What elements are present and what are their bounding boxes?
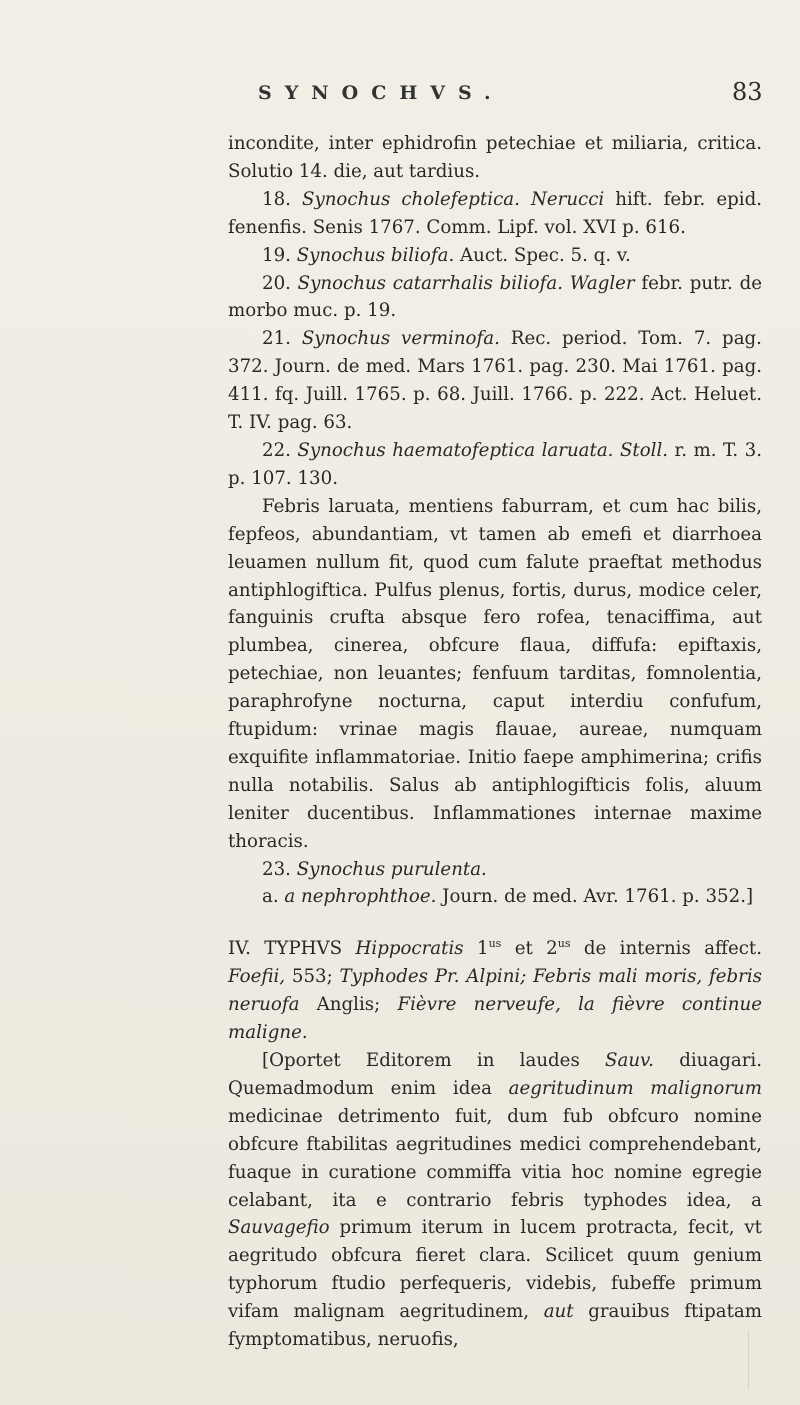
- paragraph-p20: [228, 270, 762, 326]
- paragraph-p19: [228, 242, 762, 270]
- text-segment: hift. febr. epid. fenenfis. Senis 1767. Comm. Lipf. vol. XVI p. 616.: [228, 188, 762, 238]
- text-segment: a nephrophthoe.: [284, 886, 437, 908]
- paragraph-p22b: [228, 493, 762, 856]
- paragraph-p23: [228, 856, 762, 884]
- text-segment: aut: [543, 1301, 574, 1323]
- text-segment: de internis affect.: [570, 938, 763, 960]
- text-segment: diuagari. Quemadmodum enim idea: [228, 1050, 763, 1099]
- paragraph-pOportet: [228, 1047, 762, 1354]
- text-segment: Sauvagefio: [228, 1217, 330, 1239]
- text-segment: 23.: [262, 858, 297, 880]
- page-number: 83: [732, 78, 763, 106]
- paragraph-p23a: [228, 883, 762, 911]
- paragraph-pIV: [228, 935, 762, 1047]
- text-segment: a.: [262, 886, 285, 908]
- text-segment: us: [557, 937, 571, 951]
- text-segment: Synochus verminofa.: [301, 328, 500, 350]
- paragraph-p21: [228, 325, 762, 437]
- text-segment: primum iterum in lucem protracta, fecit, vt aegritudo obfcura fieret clara. Scilicet quum genium typhorum ftudio perfequeris, videbis, fubeffe primum vifam malignam aegritudinem,: [228, 1217, 762, 1323]
- text-segment: Synochus purulenta.: [296, 858, 487, 880]
- page-edge-line: [748, 1330, 749, 1390]
- text-segment: Hippocratis: [355, 938, 464, 960]
- paragraph-p1: [228, 130, 762, 186]
- text-segment: Synochus haematofeptica laruata.: [297, 439, 614, 461]
- text-segment: et 2: [501, 938, 558, 960]
- page-header: [0, 78, 800, 118]
- text-segment: aegritudinum malignorum: [508, 1077, 762, 1099]
- text-segment: Journ. de med. Avr. 1761. p. 352.]: [436, 886, 754, 908]
- text-segment: [563, 273, 570, 294]
- text-segment: us: [488, 937, 502, 951]
- text-segment: 21.: [262, 328, 302, 350]
- text-segment: Sauv.: [605, 1050, 654, 1071]
- text-segment: Auct. Spec. 5. q. v.: [454, 244, 631, 266]
- text-segment: Febris laruata, mentiens faburram, et cum hac bilis, fepfeos, abundantiam, vt tamen ab emefi et diarrhoea leuamen nullum fit, quod cum falute praeftat methodus antiphlogiftica. Pulfus plenus, fortis, durus, modice celer, fanguinis crufta absque fero rofea, tenaciffima, aut plumbea, cinerea, obfcure flaua, diffufa: epiftaxis, petechiae, non leuantes; fenfuum tarditas, fomnolentia, paraphrofyne nocturna, caput interdiu confufum, ftupidum: vrinae magis flauae, aureae, numquam exquifite inflammatoriae. Initio faepe amphimerina; crifis nulla notabilis. Salus ab antiphlogifticis folis, aluum leniter ducentibus. Inflammationes internae maxime thoracis.: [228, 495, 762, 852]
- text-segment: Foefii,: [228, 966, 286, 988]
- text-segment: Wagler: [569, 272, 635, 294]
- paragraph-gap: [228, 911, 762, 935]
- body-text: [228, 130, 762, 1354]
- text-segment: 22.: [262, 439, 298, 461]
- text-segment: incondite, inter ephidrofin petechiae et miliaria, critica. Solutio 14. die, aut tardius.: [228, 133, 762, 182]
- text-segment: 553;: [285, 966, 340, 988]
- running-head: SYNOCHVS.: [258, 82, 504, 104]
- text-segment: Stoll.: [619, 439, 669, 461]
- text-segment: Nerucci: [530, 188, 605, 210]
- text-segment: febr. putr. de morbo muc. p. 19.: [228, 272, 762, 322]
- text-segment: Synochus cholefeptica.: [301, 188, 520, 210]
- text-segment: 20.: [262, 272, 298, 294]
- text-segment: Fièvre nerveufe, la fièvre continue maligne.: [228, 994, 762, 1044]
- text-segment: grauibus ftipatam fymptomatibus, neruofis,: [228, 1301, 762, 1351]
- text-segment: Synochus biliofa.: [296, 244, 455, 266]
- text-segment: Rec. period. Tom. 7. pag. 372. Journ. de med. Mars 1761. pag. 230. Mai 1761. pag. 411. fq. Juill. 1765. p. 68. Juill. 1766. p. 222. Act. Heluet. T. IV. pag. 63.: [228, 328, 762, 434]
- text-segment: [Oportet Editorem in laudes: [262, 1050, 606, 1071]
- paragraph-p22: [228, 437, 762, 493]
- text-segment: Anglis;: [299, 994, 398, 1016]
- text-segment: 1: [463, 938, 489, 960]
- text-segment: 18.: [262, 188, 302, 210]
- text-segment: 19.: [262, 244, 297, 266]
- text-segment: r. m. T. 3. p. 107. 130.: [228, 439, 762, 489]
- text-segment: [520, 189, 531, 210]
- text-segment: medicinae detrimento fuit, dum fub obfcuro nomine obfcure ftabilitas aegritudines medici comprehendebant, fuaque in curatione commiffa vitia hoc nomine egregie celabant, ita e contrario febris typhodes idea, a: [228, 1105, 762, 1211]
- text-segment: Typhodes Pr. Alpini; Febris mali moris, febris neruofa: [228, 966, 762, 1016]
- text-segment: Synochus catarrhalis biliofa.: [297, 272, 563, 294]
- text-segment: IV. TYPHVS: [228, 938, 356, 960]
- paragraph-p18: [228, 186, 762, 242]
